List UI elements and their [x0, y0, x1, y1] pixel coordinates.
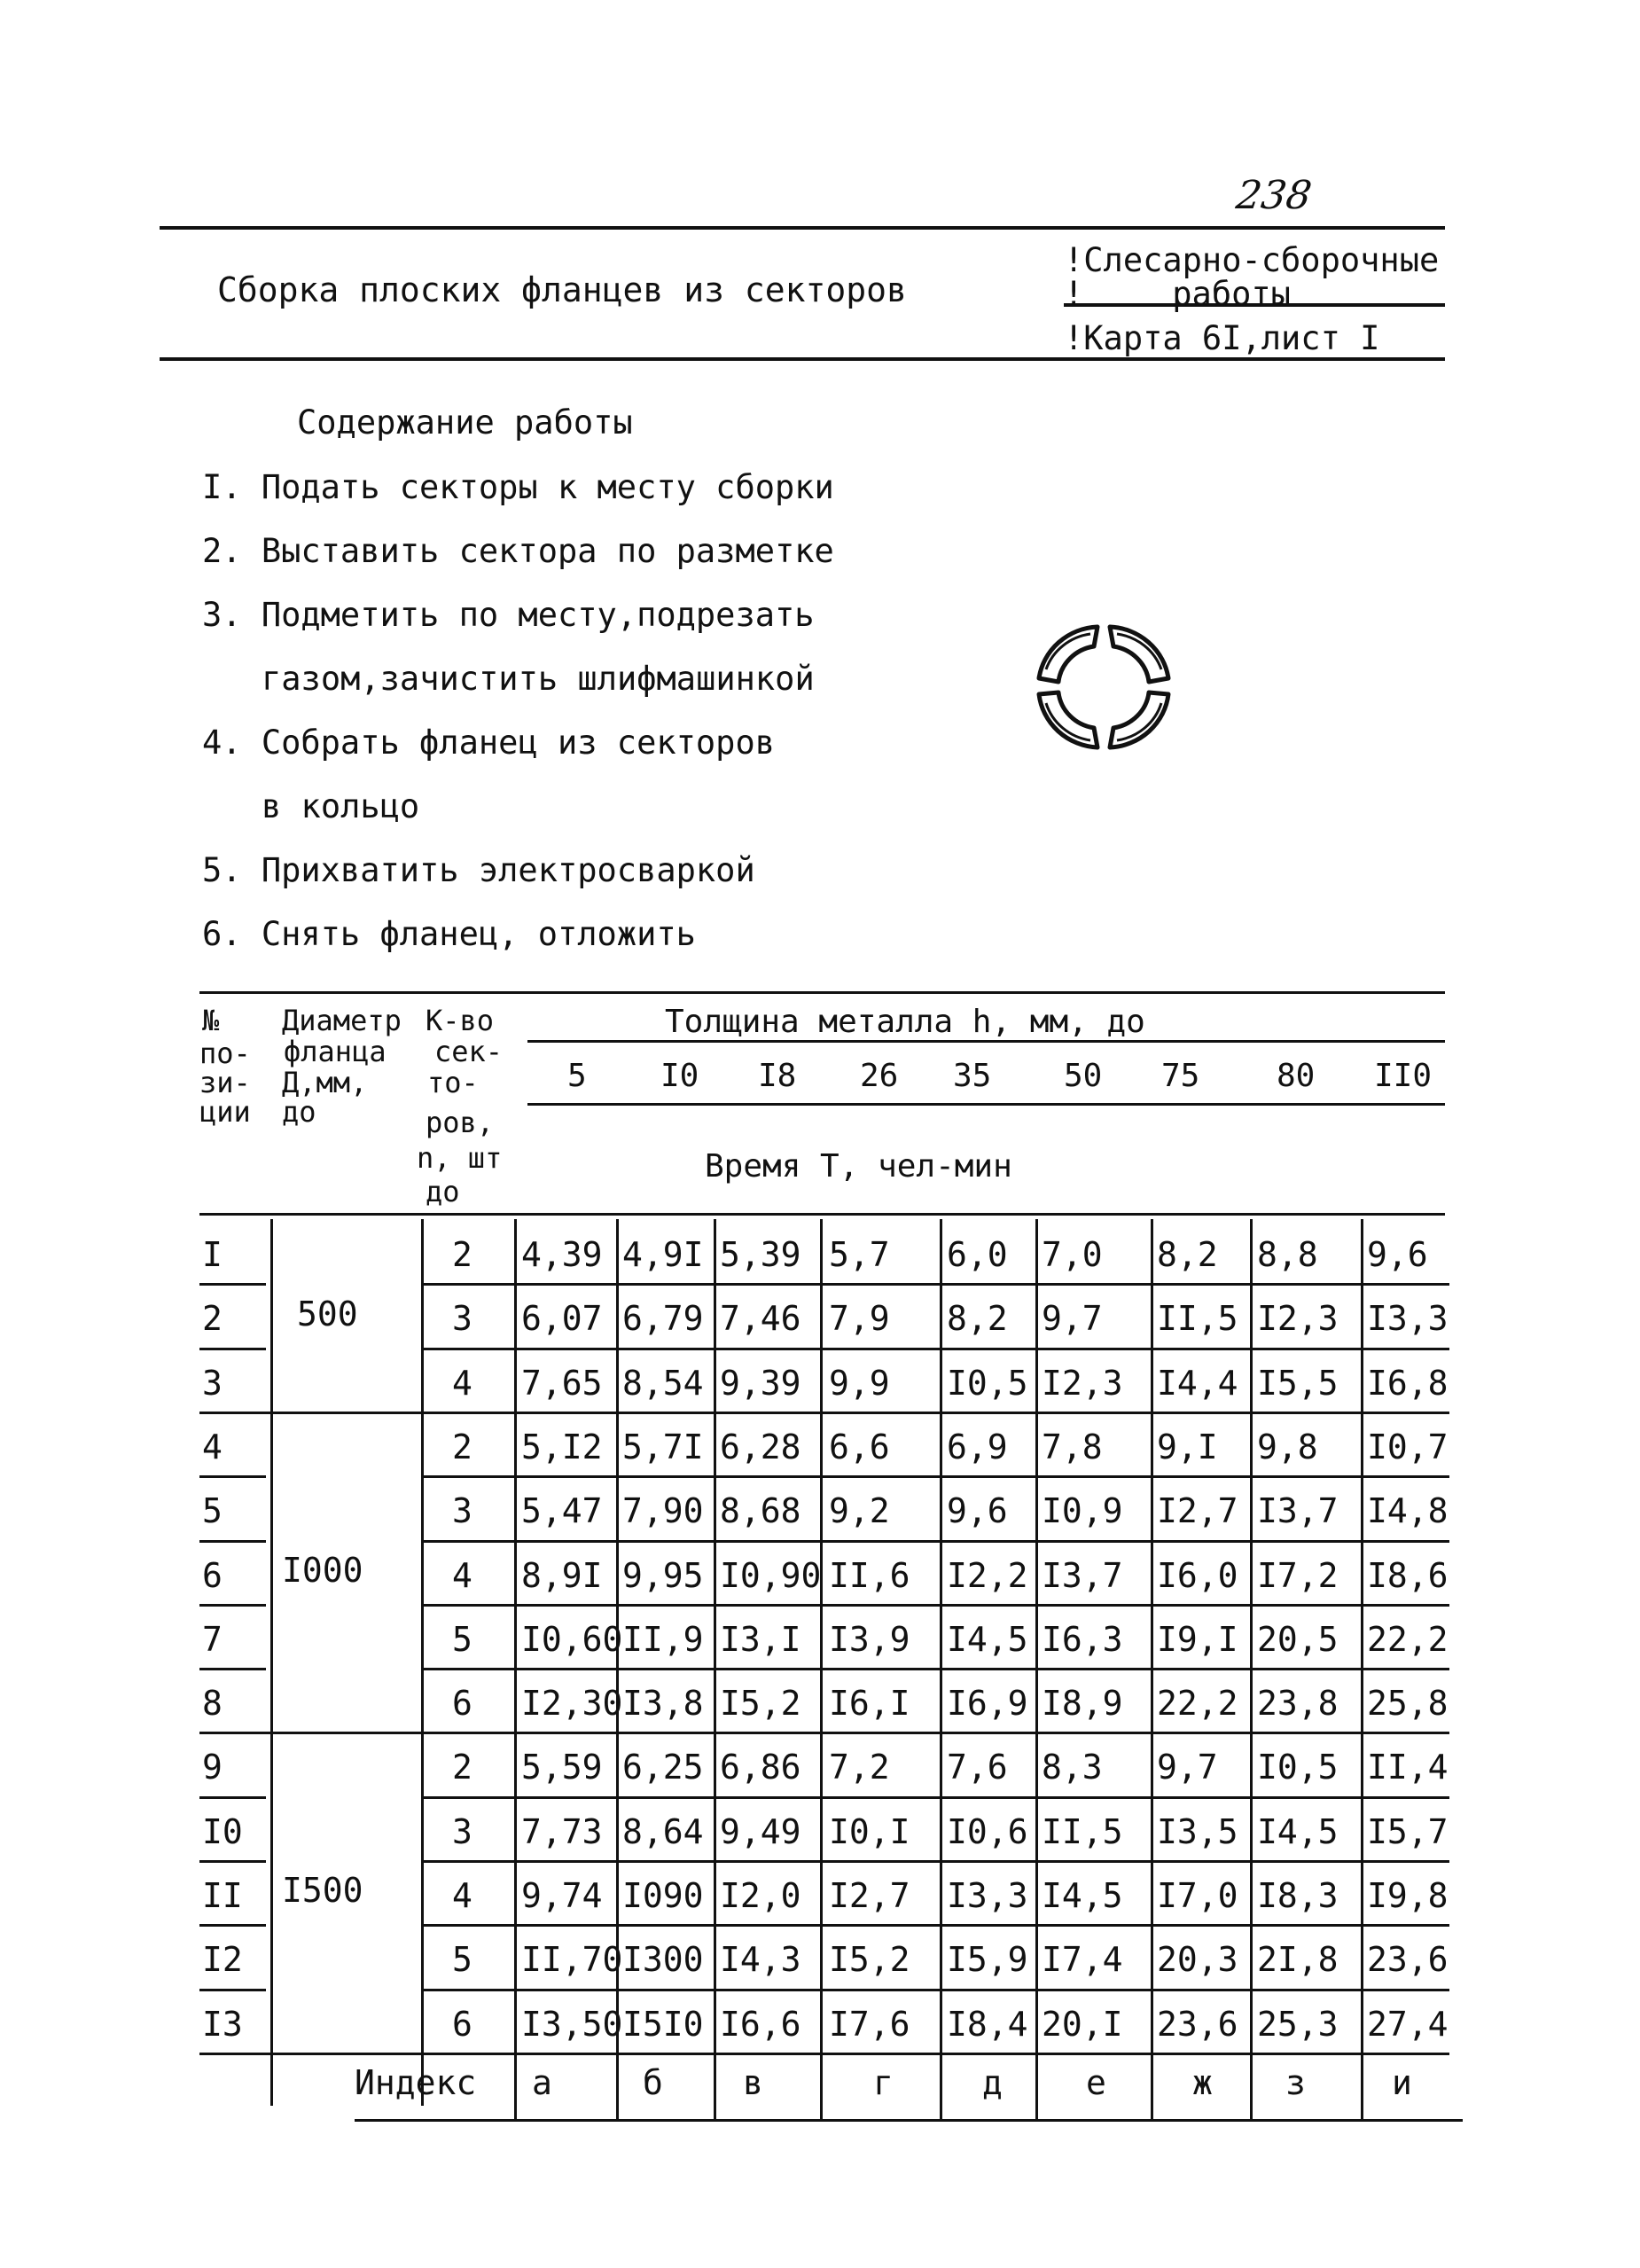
time-value: I3,7 — [1257, 1491, 1339, 1531]
row-position: II — [202, 1876, 243, 1915]
work-category-bang: ! — [1064, 275, 1084, 313]
row-rule — [421, 1348, 1449, 1350]
time-value: 23,6 — [1157, 2004, 1238, 2044]
col-line-t7 — [1151, 1219, 1153, 2119]
time-value: 6,28 — [720, 1427, 801, 1466]
time-value: I4,5 — [947, 1619, 1028, 1659]
col-line-t3 — [714, 1219, 716, 2119]
row-sector-count: 4 — [452, 1555, 472, 1595]
thickness-5: 5 — [567, 1058, 587, 1094]
index-letter: з — [1285, 2063, 1306, 2102]
time-value: I6,0 — [1157, 1555, 1238, 1595]
col-diam-4: до — [282, 1095, 316, 1129]
row-sector-count: 4 — [452, 1363, 472, 1403]
row-sector-count: 2 — [452, 1427, 472, 1466]
time-value: 8,54 — [622, 1363, 704, 1403]
time-value: II,5 — [1042, 1811, 1123, 1851]
col-line-t4 — [820, 1219, 823, 2119]
time-label: Время T, чел-мин — [705, 1148, 1012, 1185]
time-value: 7,65 — [521, 1363, 603, 1403]
row-position: 6 — [202, 1555, 223, 1595]
row-position: I — [202, 1235, 223, 1274]
col-pos-2: по- — [199, 1036, 251, 1070]
row-sector-count: 3 — [452, 1491, 472, 1531]
row-rule — [421, 1796, 1449, 1799]
diameter-group-1000: I000 — [282, 1551, 363, 1590]
time-value: 4,39 — [521, 1235, 603, 1274]
time-value: 5,7 — [829, 1235, 890, 1274]
time-value: 8,2 — [947, 1299, 1008, 1339]
row-rule — [199, 1475, 266, 1478]
time-value: I2,0 — [720, 1876, 801, 1915]
row-position: I2 — [202, 1940, 243, 1980]
time-value: I3,I — [720, 1619, 801, 1659]
thickness-26: 26 — [860, 1058, 899, 1094]
time-value: 6,07 — [521, 1299, 603, 1339]
col-count-6: до — [426, 1175, 460, 1208]
time-value: I0,60 — [521, 1619, 623, 1659]
time-value: 9,6 — [947, 1491, 1008, 1531]
thickness-80: 80 — [1277, 1058, 1316, 1094]
step-4-cont: в кольцо — [262, 787, 420, 825]
time-value: 9,9 — [829, 1363, 890, 1403]
time-value: I2,7 — [829, 1876, 910, 1915]
step-3-cont: газом,зачистить шлифмашинкой — [262, 660, 815, 698]
thickness-label: Толщина металла h, мм, до — [665, 1004, 1145, 1040]
step-5: 5. Прихватить электросваркой — [202, 851, 755, 889]
header-top-rule — [160, 226, 1445, 230]
step-3: 3. Подметить по месту,подрезать — [202, 596, 815, 634]
time-value: 9,6 — [1367, 1235, 1428, 1274]
time-value: I0,5 — [1257, 1748, 1339, 1787]
header-bottom-rule — [199, 1213, 1445, 1216]
row-position: 4 — [202, 1427, 223, 1466]
index-letter: д — [982, 2063, 1003, 2102]
time-value: 2I,8 — [1257, 1940, 1339, 1980]
time-value: I3,3 — [1367, 1299, 1449, 1339]
time-value: 23,6 — [1367, 1940, 1449, 1980]
time-value: I9,8 — [1367, 1876, 1449, 1915]
row-rule — [421, 1989, 1449, 1991]
time-value: 20,5 — [1257, 1619, 1339, 1659]
time-value: 20,3 — [1157, 1940, 1238, 1980]
time-value: I0,6 — [947, 1811, 1028, 1851]
time-value: 9,7 — [1042, 1299, 1103, 1339]
time-value: 9,8 — [1257, 1427, 1318, 1466]
row-rule — [421, 1924, 1449, 1927]
row-position: 9 — [202, 1748, 223, 1787]
row-position: 2 — [202, 1299, 223, 1339]
col-line-t8 — [1250, 1219, 1253, 2119]
time-value: I7,2 — [1257, 1555, 1339, 1595]
time-value: I3,7 — [1042, 1555, 1123, 1595]
col-line-t5 — [940, 1219, 942, 2119]
col-pos-3: зи- — [199, 1066, 251, 1099]
row-sector-count: 2 — [452, 1235, 472, 1274]
time-value: I6,I — [829, 1684, 910, 1724]
row-sector-count: 2 — [452, 1748, 472, 1787]
time-value: I5,2 — [720, 1684, 801, 1724]
col-count-1: К-во — [426, 1004, 495, 1037]
step-4: 4. Собрать фланец из секторов — [202, 723, 776, 762]
row-rule — [199, 1668, 266, 1670]
index-letter: в — [743, 2063, 763, 2102]
col-line-diam — [270, 1219, 273, 2106]
time-value: I9,I — [1157, 1619, 1238, 1659]
row-sector-count: 5 — [452, 1619, 472, 1659]
index-letter: и — [1392, 2063, 1412, 2102]
row-rule — [199, 1924, 266, 1927]
row-rule — [421, 1860, 1449, 1863]
row-position: 3 — [202, 1363, 223, 1403]
time-value: I8,6 — [1367, 1555, 1449, 1595]
content-heading: Содержание работы — [297, 403, 633, 442]
time-value: I4,8 — [1367, 1491, 1449, 1531]
thickness-50: 50 — [1064, 1058, 1103, 1094]
index-letter: ж — [1192, 2063, 1213, 2102]
time-value: 8,2 — [1157, 1235, 1218, 1274]
time-value: 6,0 — [947, 1235, 1008, 1274]
table-top-rule — [199, 991, 1445, 994]
row-position: 7 — [202, 1619, 223, 1659]
row-sector-count: 5 — [452, 1940, 472, 1980]
time-value: 8,3 — [1042, 1748, 1103, 1787]
col-count-2: сек- — [434, 1035, 504, 1068]
col-diam-2: фланца — [284, 1035, 387, 1068]
time-value: I0,9 — [1042, 1491, 1123, 1531]
diameter-group-1500: I500 — [282, 1871, 363, 1910]
time-value: 7,9 — [829, 1299, 890, 1339]
time-value: II,70 — [521, 1940, 623, 1980]
page-number: 238 — [1233, 173, 1315, 218]
row-rule — [421, 1475, 1449, 1478]
time-value: I4,3 — [720, 1940, 801, 1980]
time-value: 8,68 — [720, 1491, 801, 1531]
time-value: I3,8 — [622, 1684, 704, 1724]
col-diam-1: Диаметр — [282, 1004, 402, 1037]
time-value: 25,8 — [1367, 1684, 1449, 1724]
time-value: 22,2 — [1157, 1684, 1238, 1724]
time-value: I2,3 — [1257, 1299, 1339, 1339]
time-value: 8,9I — [521, 1555, 603, 1595]
time-value: I7,0 — [1157, 1876, 1238, 1915]
time-value: I8,9 — [1042, 1684, 1123, 1724]
time-value: I5I0 — [622, 2004, 704, 2044]
time-value: 7,46 — [720, 1299, 801, 1339]
time-value: 4,9I — [622, 1235, 704, 1274]
index-letter: а — [532, 2063, 552, 2102]
row-position: I0 — [202, 1811, 243, 1851]
time-value: I7,4 — [1042, 1940, 1123, 1980]
col-pos-1: № — [202, 1004, 220, 1037]
col-line-count — [421, 1219, 424, 2106]
row-rule — [199, 1860, 266, 1863]
time-value: 9,74 — [521, 1876, 603, 1915]
row-rule — [199, 1732, 1449, 1734]
row-sector-count: 3 — [452, 1299, 472, 1339]
time-value: I0,5 — [947, 1363, 1028, 1403]
time-value: 27,4 — [1367, 2004, 1449, 2044]
row-rule — [199, 1796, 266, 1799]
time-value: 7,6 — [947, 1748, 1008, 1787]
col-diam-3: Д,мм, — [282, 1066, 368, 1099]
index-label: Индекс — [355, 2063, 477, 2102]
index-letter: г — [873, 2063, 894, 2102]
time-value: I4,4 — [1157, 1363, 1238, 1403]
col-line-t9 — [1361, 1219, 1363, 2119]
index-row-bottom-rule — [355, 2119, 1463, 2122]
time-value: II,4 — [1367, 1748, 1449, 1787]
thickness-110: II0 — [1374, 1058, 1433, 1094]
thickness-75: 75 — [1161, 1058, 1200, 1094]
row-rule — [199, 1989, 266, 1991]
row-rule — [421, 1540, 1449, 1543]
col-pos-4: ции — [199, 1095, 251, 1129]
thickness-18: I8 — [758, 1058, 797, 1094]
time-value: I300 — [622, 1940, 704, 1980]
time-value: I2,2 — [947, 1555, 1028, 1595]
time-value: 6,9 — [947, 1427, 1008, 1466]
card-number: !Карта 6I,лист I — [1064, 319, 1380, 357]
row-position: 5 — [202, 1491, 223, 1531]
time-value: I2,7 — [1157, 1491, 1238, 1531]
row-rule — [199, 1283, 266, 1286]
thickness-10: I0 — [660, 1058, 699, 1094]
time-value: 6,79 — [622, 1299, 704, 1339]
time-value: 5,I2 — [521, 1427, 603, 1466]
time-value: I5,5 — [1257, 1363, 1339, 1403]
time-value: I3,5 — [1157, 1811, 1238, 1851]
row-sector-count: 4 — [452, 1876, 472, 1915]
time-value: 5,7I — [622, 1427, 704, 1466]
row-sector-count: 6 — [452, 2004, 472, 2044]
col-line-t6 — [1035, 1219, 1038, 2119]
time-value: I090 — [622, 1876, 704, 1915]
col-line-t2 — [616, 1219, 619, 2119]
time-value: 7,0 — [1042, 1235, 1103, 1274]
time-value: I0,I — [829, 1811, 910, 1851]
work-category — [1064, 241, 1439, 279]
row-rule — [421, 1668, 1449, 1670]
row-rule — [199, 1540, 266, 1543]
time-value: 5,59 — [521, 1748, 603, 1787]
time-value: I0,90 — [720, 1555, 822, 1595]
time-value: 9,49 — [720, 1811, 801, 1851]
step-2: 2. Выставить сектора по разметке — [202, 532, 834, 570]
time-value: 9,I — [1157, 1427, 1218, 1466]
thickness-values-underline — [527, 1103, 1445, 1106]
time-value: 20,I — [1042, 2004, 1123, 2044]
time-value: 6,86 — [720, 1748, 801, 1787]
time-value: 23,8 — [1257, 1684, 1339, 1724]
time-value: I8,4 — [947, 2004, 1028, 2044]
work-category-line1: !Слесарно-сборочные — [1064, 241, 1440, 279]
time-value: 7,73 — [521, 1811, 603, 1851]
time-value: 9,39 — [720, 1363, 801, 1403]
time-value: II,6 — [829, 1555, 910, 1595]
time-value: 7,2 — [829, 1748, 890, 1787]
col-count-4: ров, — [426, 1106, 495, 1139]
thickness-underline — [527, 1040, 1445, 1043]
step-1: I. Подать секторы к месту сборки — [202, 468, 834, 506]
step-6: 6. Снять фланец, отложить — [202, 915, 696, 953]
time-value: 6,25 — [622, 1748, 704, 1787]
header-bottom-rule — [160, 357, 1445, 361]
time-value: I6,8 — [1367, 1363, 1449, 1403]
time-value: 9,95 — [622, 1555, 704, 1595]
time-value: 7,8 — [1042, 1427, 1103, 1466]
row-rule — [199, 2053, 1449, 2055]
time-value: 22,2 — [1367, 1619, 1449, 1659]
row-position: 8 — [202, 1684, 223, 1724]
work-category-line2: работы — [1172, 275, 1291, 313]
row-rule — [199, 1412, 1449, 1414]
time-value: 7,90 — [622, 1491, 704, 1531]
work-category-2 — [1064, 275, 1291, 313]
time-value: II,9 — [622, 1619, 704, 1659]
index-letter: е — [1086, 2063, 1106, 2102]
time-value: 5,47 — [521, 1491, 603, 1531]
row-rule — [421, 1604, 1449, 1607]
time-value: I5,9 — [947, 1940, 1028, 1980]
time-value: I2,3 — [1042, 1363, 1123, 1403]
time-value: I6,6 — [720, 2004, 801, 2044]
col-line-t1 — [514, 1219, 517, 2119]
time-value: I3,3 — [947, 1876, 1028, 1915]
time-value: I5,2 — [829, 1940, 910, 1980]
row-rule — [199, 1348, 266, 1350]
time-value: I6,3 — [1042, 1619, 1123, 1659]
time-value: 8,8 — [1257, 1235, 1318, 1274]
time-value: 9,2 — [829, 1491, 890, 1531]
time-value: I5,7 — [1367, 1811, 1449, 1851]
time-value: 5,39 — [720, 1235, 801, 1274]
time-value: I2,30 — [521, 1684, 623, 1724]
row-rule — [199, 1604, 266, 1607]
row-rule — [421, 1283, 1449, 1286]
time-value: 9,7 — [1157, 1748, 1218, 1787]
time-value: 6,6 — [829, 1427, 890, 1466]
row-sector-count: 3 — [452, 1811, 472, 1851]
col-count-3: то- — [427, 1066, 479, 1099]
time-value: I3,9 — [829, 1619, 910, 1659]
diameter-group-500: 500 — [297, 1294, 358, 1333]
time-value: I7,6 — [829, 2004, 910, 2044]
time-value: 8,64 — [622, 1811, 704, 1851]
flange-sectors-figure — [1028, 616, 1179, 758]
time-value: I3,50 — [521, 2004, 623, 2044]
time-value: I4,5 — [1042, 1876, 1123, 1915]
time-value: 25,3 — [1257, 2004, 1339, 2044]
card-title: Сборка плоских фланцев из секторов — [217, 270, 907, 309]
col-count-5: n, шт — [417, 1141, 503, 1175]
index-letter: б — [643, 2063, 663, 2102]
time-value: I4,5 — [1257, 1811, 1339, 1851]
time-value: II,5 — [1157, 1299, 1238, 1339]
time-value: I0,7 — [1367, 1427, 1449, 1466]
row-position: I3 — [202, 2004, 243, 2044]
time-value: I8,3 — [1257, 1876, 1339, 1915]
thickness-35: 35 — [953, 1058, 992, 1094]
time-value: I6,9 — [947, 1684, 1028, 1724]
row-sector-count: 6 — [452, 1684, 472, 1724]
